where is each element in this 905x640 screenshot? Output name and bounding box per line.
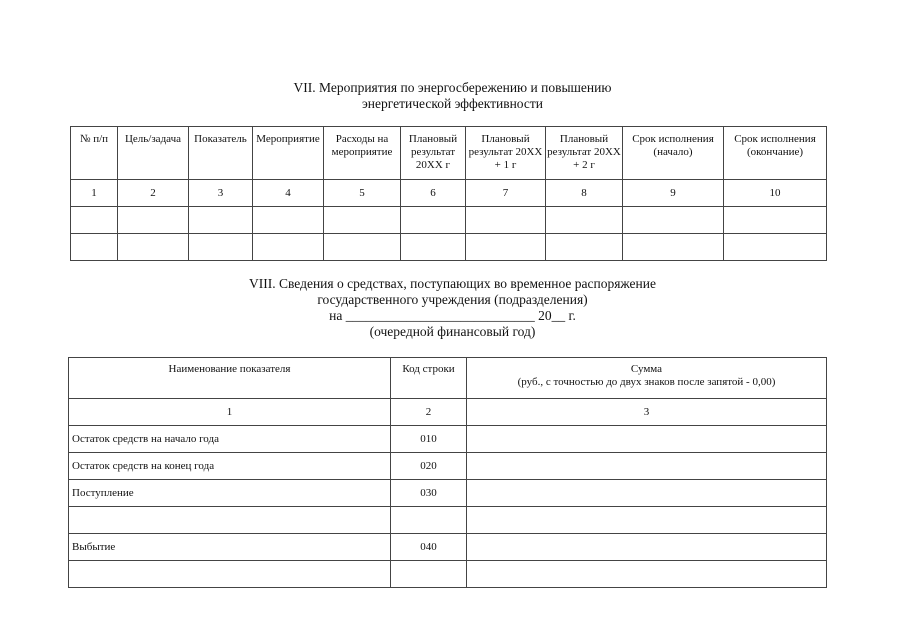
- row-name[interactable]: [69, 507, 391, 534]
- sum-cell[interactable]: [467, 453, 827, 480]
- temporary-funds-table: [68, 357, 827, 588]
- table-row: [69, 561, 827, 588]
- row-code[interactable]: [391, 507, 467, 534]
- row-name: Выбытие: [69, 534, 391, 561]
- column-header: Срок исполнения (начало): [623, 127, 724, 180]
- row-code: 020: [391, 453, 467, 480]
- column-header: Расходы на мероприятие: [324, 127, 401, 180]
- column-number: 7: [466, 180, 546, 207]
- empty-cell[interactable]: [253, 234, 324, 261]
- sum-header-title: Сумма: [630, 363, 663, 375]
- row-code: 040: [391, 534, 467, 561]
- empty-cell[interactable]: [189, 207, 253, 234]
- empty-cell[interactable]: [401, 207, 466, 234]
- section-8-title-line-3: на ____________________________ 20__ г.: [329, 308, 576, 323]
- column-header-sum: [467, 358, 827, 399]
- sum-cell[interactable]: [467, 426, 827, 453]
- empty-cell[interactable]: [118, 234, 189, 261]
- column-header-code: Код строки: [391, 358, 467, 399]
- table-header-row: [71, 127, 827, 180]
- table-header-row: [69, 358, 827, 399]
- table-row: [69, 507, 827, 534]
- column-number: 5: [324, 180, 401, 207]
- column-number: 1: [69, 399, 391, 426]
- row-name: Остаток средств на начало года: [69, 426, 391, 453]
- empty-cell[interactable]: [724, 207, 827, 234]
- empty-cell[interactable]: [466, 234, 546, 261]
- energy-measures-table: [70, 126, 827, 261]
- section-8-title-line-2: государственного учреждения (подразделения): [317, 292, 588, 307]
- column-number-row: [69, 399, 827, 426]
- column-number: 8: [546, 180, 623, 207]
- sum-header-note: (руб., с точностью до двух знаков после запятой - 0,00): [517, 376, 776, 388]
- column-header: Плановый результат 20XX + 2 г: [546, 127, 623, 180]
- column-header: Цель/задача: [118, 127, 189, 180]
- column-header: Плановый результат 20XX + 1 г: [466, 127, 546, 180]
- row-name: Остаток средств на конец года: [69, 453, 391, 480]
- column-number: 4: [253, 180, 324, 207]
- column-number: 2: [118, 180, 189, 207]
- empty-cell[interactable]: [324, 234, 401, 261]
- sum-cell[interactable]: [467, 507, 827, 534]
- column-number: 3: [189, 180, 253, 207]
- sum-cell[interactable]: [467, 561, 827, 588]
- section-8-title: [0, 276, 905, 340]
- column-number: 9: [623, 180, 724, 207]
- row-code[interactable]: [391, 561, 467, 588]
- section-8-title-line-4: (очередной финансовый год): [369, 324, 536, 339]
- empty-cell[interactable]: [71, 234, 118, 261]
- column-header: Показатель: [189, 127, 253, 180]
- empty-cell[interactable]: [324, 207, 401, 234]
- table-row: [69, 480, 827, 507]
- column-header-name: Наименование показателя: [69, 358, 391, 399]
- empty-cell[interactable]: [724, 234, 827, 261]
- section-8-title-line-1: VIII. Сведения о средствах, поступающих во временное распоряжение: [249, 276, 656, 291]
- row-name[interactable]: [69, 561, 391, 588]
- empty-cell[interactable]: [253, 207, 324, 234]
- empty-cell[interactable]: [466, 207, 546, 234]
- empty-cell[interactable]: [118, 207, 189, 234]
- empty-cell[interactable]: [623, 207, 724, 234]
- column-number: 10: [724, 180, 827, 207]
- empty-cell[interactable]: [546, 207, 623, 234]
- empty-cell[interactable]: [71, 207, 118, 234]
- row-code: 010: [391, 426, 467, 453]
- column-header: Плановый результат 20XX г: [401, 127, 466, 180]
- row-code: 030: [391, 480, 467, 507]
- column-header: Мероприятие: [253, 127, 324, 180]
- section-7-title: [0, 80, 905, 112]
- sum-cell[interactable]: [467, 534, 827, 561]
- column-number: 6: [401, 180, 466, 207]
- column-number: 3: [467, 399, 827, 426]
- table-row: [69, 426, 827, 453]
- empty-cell[interactable]: [623, 234, 724, 261]
- section-7-title-line-2: энергетической эффективности: [362, 96, 543, 111]
- empty-cell[interactable]: [189, 234, 253, 261]
- row-name: Поступление: [69, 480, 391, 507]
- empty-row: [71, 234, 827, 261]
- table-row: [69, 453, 827, 480]
- empty-cell[interactable]: [401, 234, 466, 261]
- column-number-row: [71, 180, 827, 207]
- column-number: 2: [391, 399, 467, 426]
- empty-row: [71, 207, 827, 234]
- column-header: Срок исполнения (окончание): [724, 127, 827, 180]
- column-number: 1: [71, 180, 118, 207]
- section-7-title-line-1: VII. Мероприятия по энергосбережению и повышению: [293, 80, 612, 95]
- sum-cell[interactable]: [467, 480, 827, 507]
- empty-cell[interactable]: [546, 234, 623, 261]
- column-header: № п/п: [71, 127, 118, 180]
- table-row: [69, 534, 827, 561]
